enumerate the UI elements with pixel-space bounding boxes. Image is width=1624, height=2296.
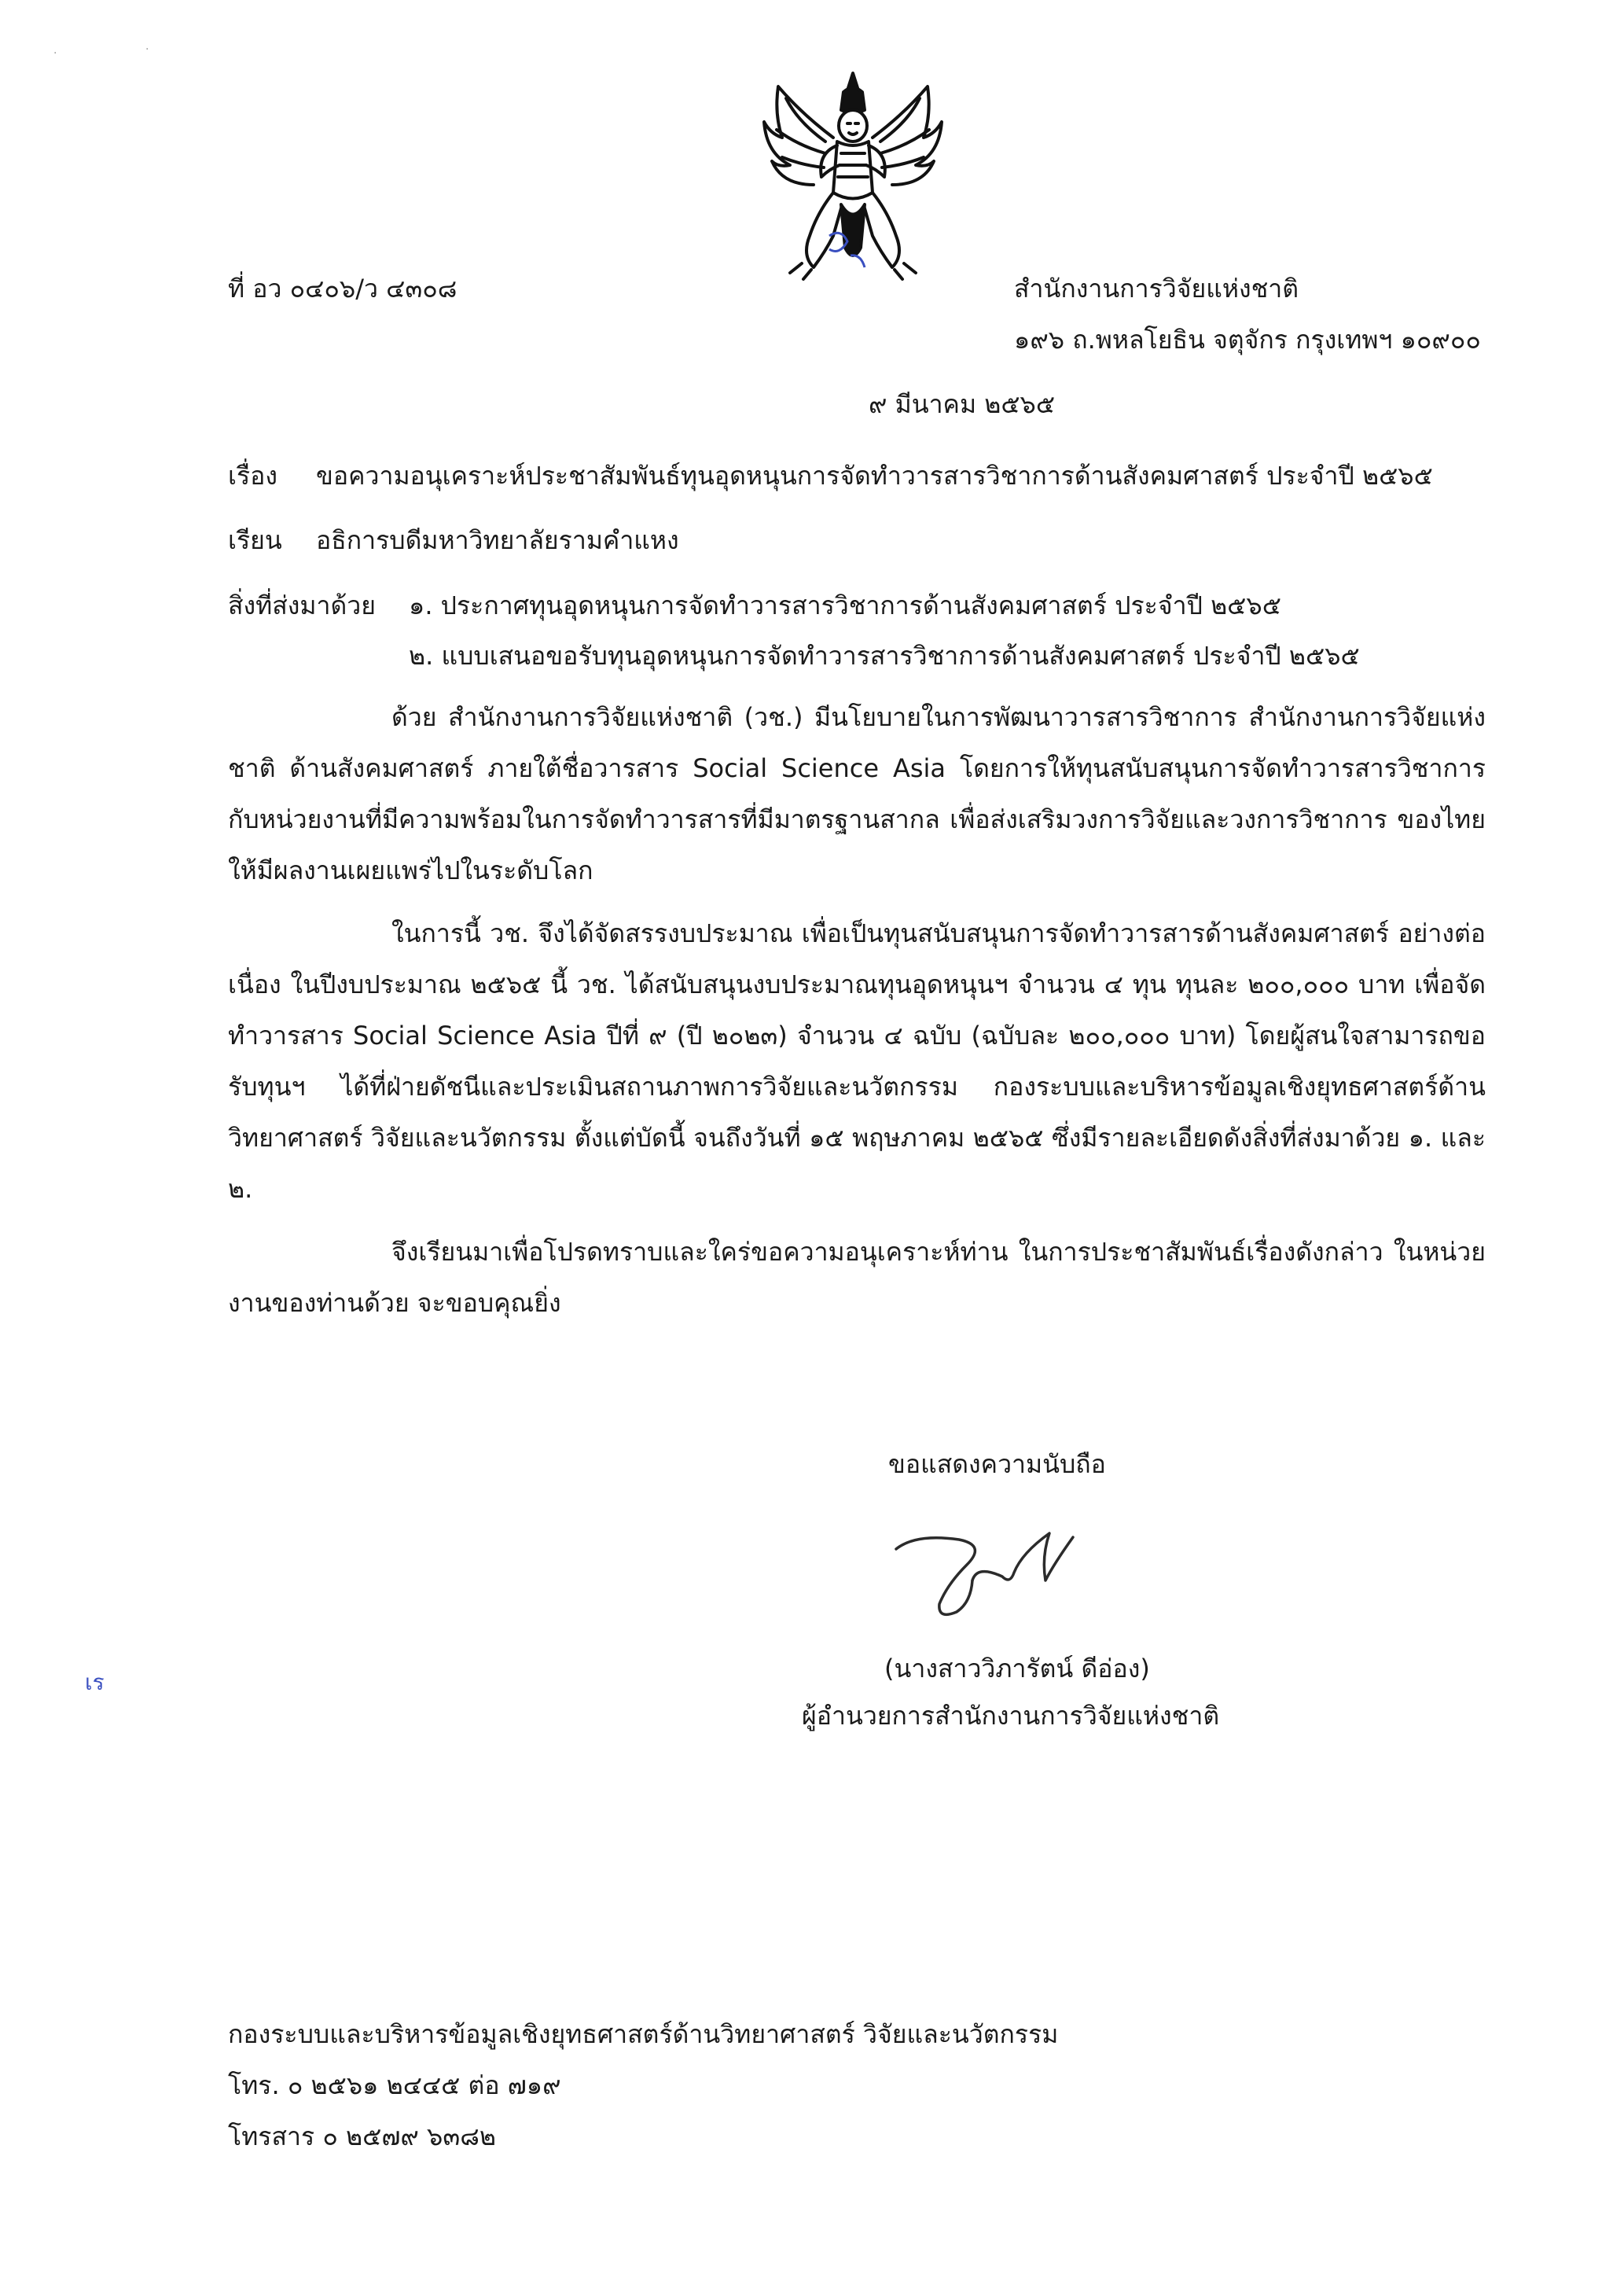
body-paragraph-2: ในการนี้ วช. จึงได้จัดสรรงบประมาณ เพื่อเป็นทุนสนับสนุนการจัดทำวารสารด้านสังคมศาสตร์ อย่างต่อเนื่อง ในปีงบประมาณ ๒๕๖๕ นี้ วช. ได้สนับสนุนงบประมาณทุนอุดหนุนฯ จำนวน ๔ ทุน ทุนละ ๒๐๐,๐๐๐ บาท เพื่อจัดทำวารสาร Social Science Asia ปีที่ ๙ (ปี ๒๐๒๓) จำนวน ๔ ฉบับ (ฉบับละ ๒๐๐,๐๐๐ บาท) โดยผู้สนใจสามารถขอรับทุนฯ ได้ที่ฝ่ายดัชนีและประเมินสถานภาพการวิจัยและนวัตกรรม กองระบบและบริหารข้อมูลเชิงยุทธศาสตร์ด้านวิทยาศาสตร์ วิจัยและนวัตกรรม ตั้งแต่บัดนี้ จนถึงวันที่ ๑๕ พฤษภาคม ๒๕๖๕ ซึ่งมีรายละเอียดดังสิ่งที่ส่งมาด้วย ๑. และ ๒. bbox=[228, 918, 1486, 1204]
letter-date: ๙ มีนาคม ๒๕๖๕ bbox=[869, 389, 1056, 419]
scan-speck: · bbox=[145, 43, 149, 56]
signatory-title: ผู้อำนวยการสำนักงานการวิจัยแห่งชาติ bbox=[802, 1701, 1220, 1731]
body-paragraph-3: จึงเรียนมาเพื่อโปรดทราบและใคร่ขอความอนุเคราะห์ท่าน ในการประชาสัมพันธ์เรื่องดังกล่าว ในหน่วยงานของท่านด้วย จะขอบคุณยิ่ง bbox=[228, 1237, 1486, 1318]
addressee-label: เรียน bbox=[228, 525, 282, 555]
closing-phrase: ขอแสดงความนับถือ bbox=[888, 1449, 1106, 1479]
sender-address: ๑๙๖ ถ.พหลโยธิน จตุจักร กรุงเทพฯ ๑๐๙๐๐ bbox=[1014, 325, 1481, 355]
footer-phone: โทร. ๐ ๒๕๖๑ ๒๔๔๕ ต่อ ๗๑๙ bbox=[228, 2070, 561, 2100]
footer-division: กองระบบและบริหารข้อมูลเชิงยุทธศาสตร์ด้านวิทยาศาสตร์ วิจัยและนวัตกรรม bbox=[228, 2019, 1059, 2049]
enclosure-item: ๑. ประกาศทุนอุดหนุนการจัดทำวารสารวิชาการด้านสังคมศาสตร์ ประจำปี ๒๕๖๕ bbox=[409, 591, 1281, 620]
garuda-emblem-icon bbox=[755, 67, 951, 283]
enclosure-item: ๒. แบบเสนอขอรับทุนอุดหนุนการจัดทำวารสารวิชาการด้านสังคมศาสตร์ ประจำปี ๒๕๖๕ bbox=[409, 641, 1360, 671]
body-paragraph-1: ด้วย สำนักงานการวิจัยแห่งชาติ (วช.) มีนโยบายในการพัฒนาวารสารวิชาการ สำนักงานการวิจัยแห่งชาติ ด้านสังคมศาสตร์ ภายใต้ชื่อวารสาร Social Science Asia โดยการให้ทุนสนับสนุนการจัดทำวารสารวิชาการ กับหน่วยงานที่มีความพร้อมในการจัดทำวารสารที่มีมาตรฐานสากล เพื่อส่งเสริมวงการวิจัยและวงการวิชาการ ของไทยให้มีผลงานเผยแพร่ไปในระดับโลก bbox=[228, 702, 1486, 885]
subject-label: เรื่อง bbox=[228, 461, 277, 491]
scan-speck: · bbox=[53, 47, 57, 60]
reference-number: ที่ อว ๐๔๐๖/ว ๔๓๐๘ bbox=[228, 274, 457, 304]
margin-note: เร bbox=[85, 1669, 105, 1695]
signature-mark bbox=[884, 1510, 1097, 1628]
footer-fax: โทรสาร ๐ ๒๕๗๙ ๖๓๘๒ bbox=[228, 2121, 496, 2151]
sender-organization: สำนักงานการวิจัยแห่งชาติ bbox=[1014, 274, 1299, 304]
enclosures-label: สิ่งที่ส่งมาด้วย bbox=[228, 591, 376, 620]
signatory-name: (นางสาววิภารัตน์ ดีอ่อง) bbox=[884, 1654, 1150, 1683]
addressee-text: อธิการบดีมหาวิทยาลัยรามคำแหง bbox=[316, 525, 679, 555]
subject-text: ขอความอนุเคราะห์ประชาสัมพันธ์ทุนอุดหนุนการจัดทำวารสารวิชาการด้านสังคมศาสตร์ ประจำปี ๒๕๖๕ bbox=[316, 461, 1433, 491]
